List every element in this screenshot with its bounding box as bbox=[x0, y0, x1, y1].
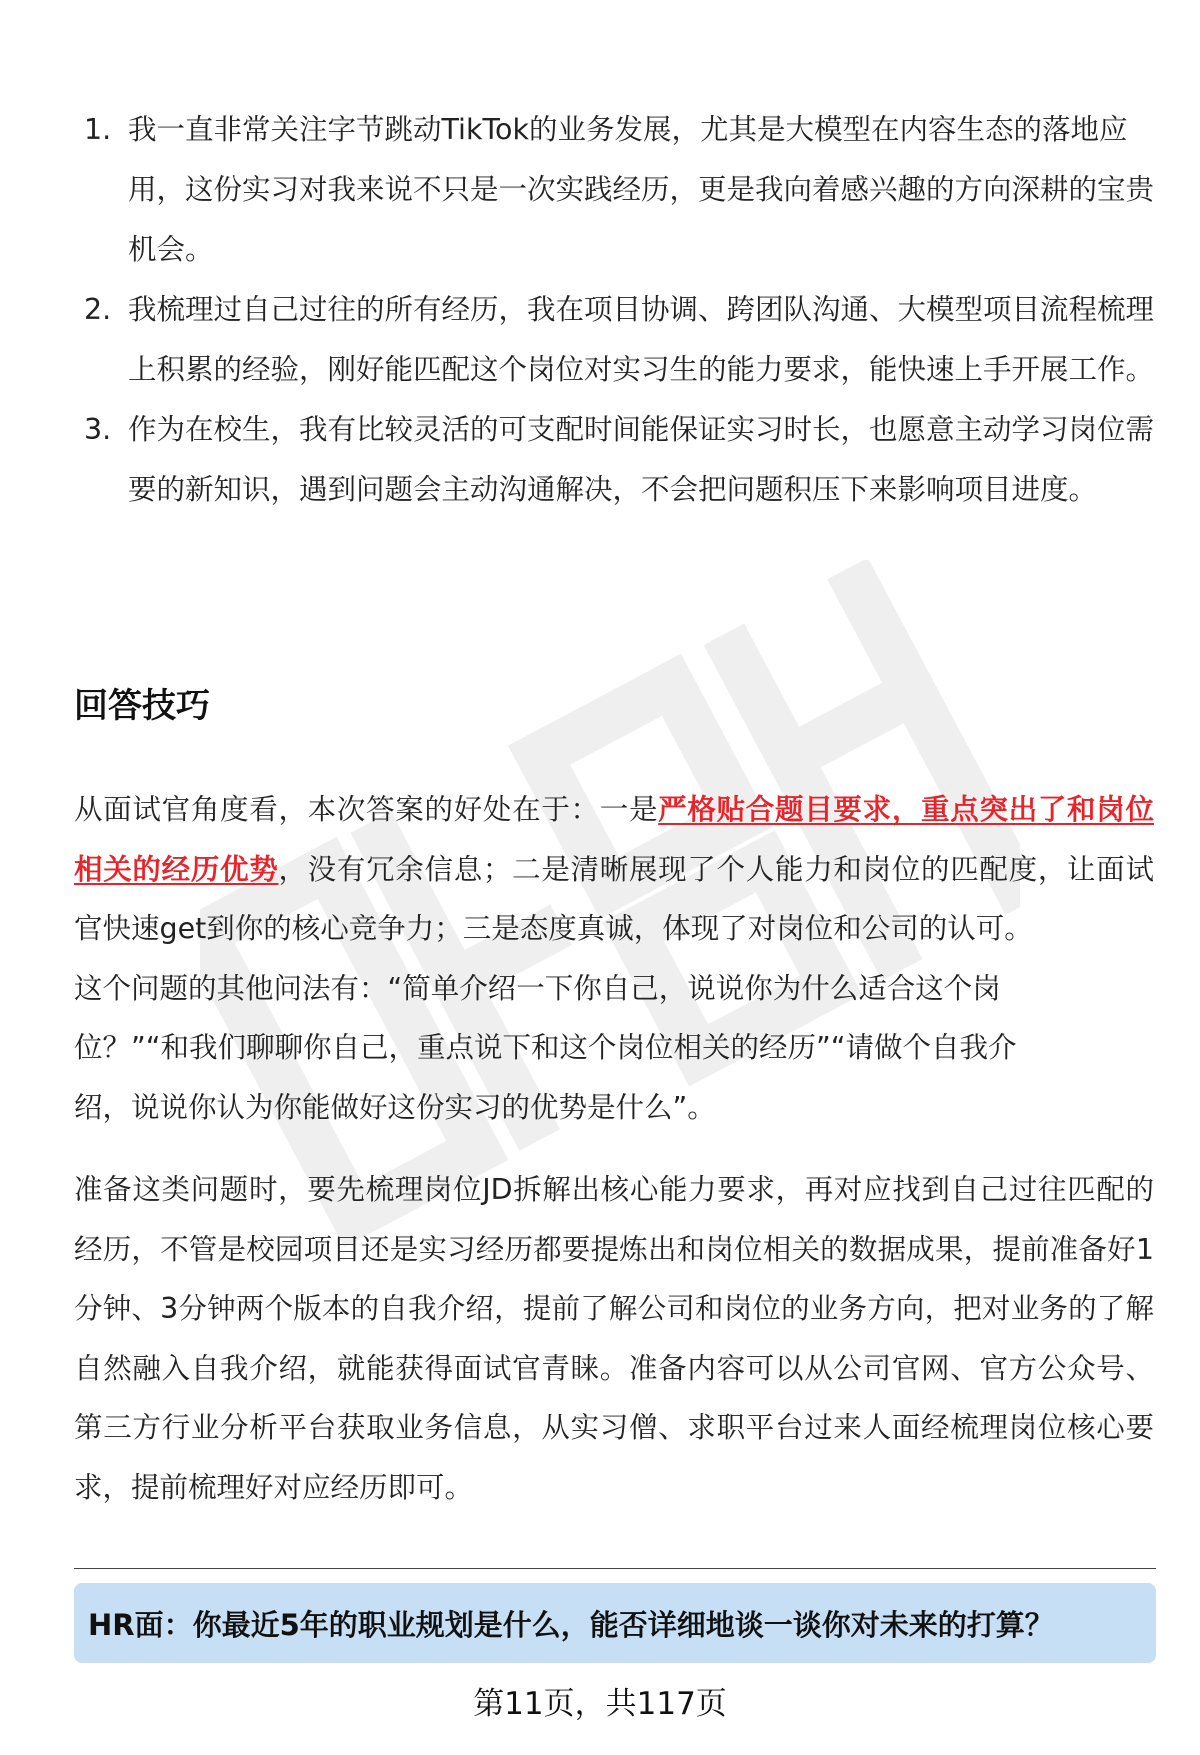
next-question-box bbox=[74, 1583, 1156, 1663]
next-question-text: HR面：你最近5年的职业规划是什么，能否详细地谈一谈你对未来的打算？ bbox=[88, 1607, 1054, 1642]
list-item-text: 我梳理过自己过往的所有经历，我在项目协调、跨团队沟通、大模型项目流程梳理上积累的经验，刚好能匹配这个岗位对实习生的能力要求，能快速上手开展工作。 bbox=[128, 293, 1155, 386]
page-number: 第11页，共117页 bbox=[473, 1686, 727, 1722]
list-number: 1. bbox=[84, 113, 112, 146]
list-item bbox=[74, 100, 1154, 280]
section-heading: 回答技巧 bbox=[74, 686, 210, 726]
list-item bbox=[74, 280, 1154, 400]
divider bbox=[74, 1568, 1156, 1569]
tips-text-before: 从面试官角度看，本次答案的好处在于：一是 bbox=[74, 793, 659, 826]
tips-text-after: ，没有冗余信息；二是清晰展现了个人能力和岗位的匹配度，让面试官快速get到你的核心竞争力；三是态度真诚，体现了对岗位和公司的认可。 bbox=[74, 852, 1154, 945]
list-number: 3. bbox=[84, 413, 112, 446]
other-asks-line: 绍，说说你认为你能做好这份实习的优势是什么”。 bbox=[74, 1090, 716, 1124]
tips-paragraph bbox=[74, 780, 1154, 1137]
answer-list bbox=[74, 100, 1154, 520]
tips-highlight: 严格贴合题目要求，重点突出了和岗位相关的经历优势 bbox=[74, 793, 1154, 886]
list-item-text: 我一直非常关注字节跳动TikTok的业务发展，尤其是大模型在内容生态的落地应用，这份实习对我来说不只是一次实践经历，更是我向着感兴趣的方向深耕的宝贵机会。 bbox=[128, 113, 1155, 266]
prep-paragraph: 准备这类问题时，要先梳理岗位JD拆解出核心能力要求，再对应找到自己过往匹配的经历，不管是校园项目还是实习经历都要提炼出和岗位相关的数据成果，提前准备好1分钟、3分钟两个版本的自我介绍，提前了解公司和岗位的业务方向，把对业务的了解自然融入自我介绍，就能获得面试官青睐。准备内容可以从公司官网、官方公众号、第三方行业分析平台获取业务信息，从实习僧、求职平台过来人面经梳理岗位核心要求，提前梳理好对应经历即可。 bbox=[74, 1173, 1154, 1504]
other-asks-line: 这个问题的其他问法有：“简单介绍一下你自己，说说你为什么适合这个岗 bbox=[74, 971, 1001, 1005]
list-item-text: 作为在校生，我有比较灵活的可支配时间能保证实习时长，也愿意主动学习岗位需要的新知识，遇到问题会主动沟通解决，不会把问题积压下来影响项目进度。 bbox=[128, 413, 1155, 506]
list-item bbox=[74, 400, 1154, 520]
other-asks-line: 位？”“和我们聊聊你自己，重点说下和这个岗位相关的经历”“请做个自我介 bbox=[74, 1031, 1017, 1064]
list-number: 2. bbox=[84, 293, 112, 326]
